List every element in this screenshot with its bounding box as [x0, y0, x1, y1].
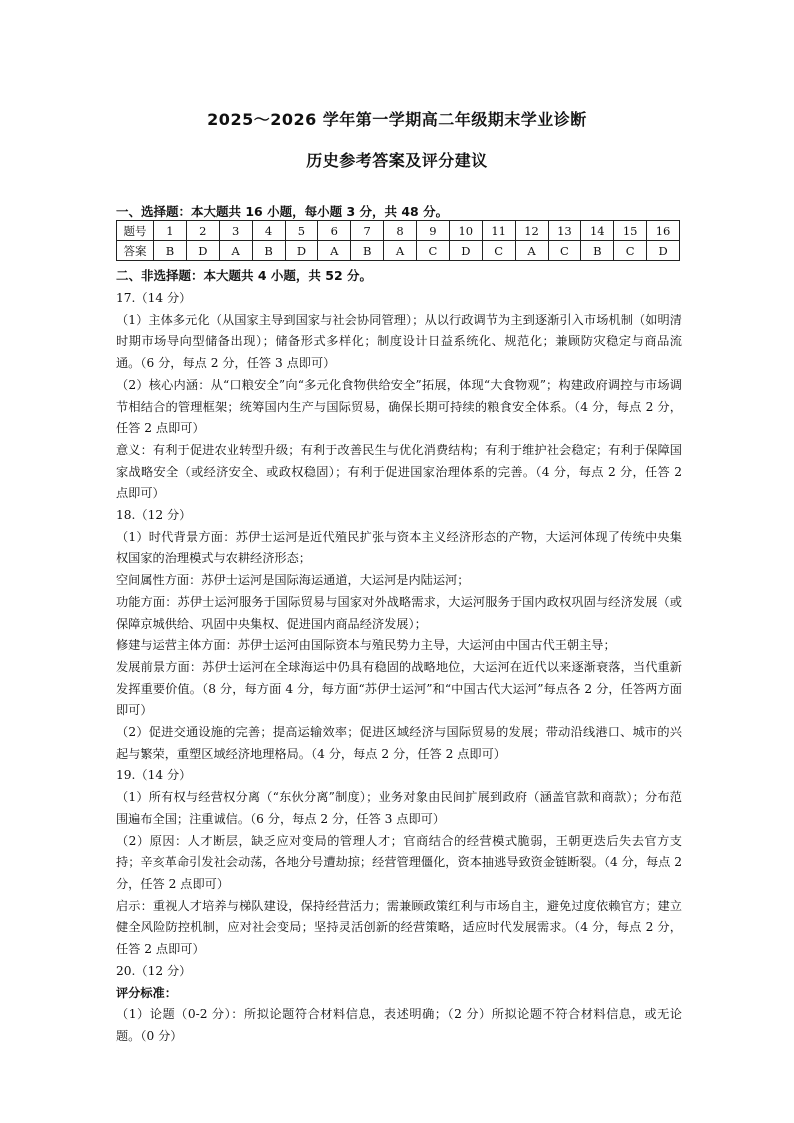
answer-cell: A — [515, 241, 548, 261]
answer-cell: D — [186, 241, 219, 261]
answer-cell: A — [219, 241, 252, 261]
question-number: 6 — [318, 221, 351, 241]
section-1-heading: 一、选择题：本大题共 16 小题，每小题 3 分，共 48 分。 — [116, 204, 449, 219]
answer-cell: C — [417, 241, 450, 261]
page-subtitle: 历史参考答案及评分建议 — [306, 151, 488, 170]
answer-cell: C — [482, 241, 515, 261]
q18-spatial: 空间属性方面：苏伊士运河是国际海运通道，大运河是内陆运河； — [116, 573, 470, 588]
question-number: 14 — [581, 221, 614, 241]
question-number: 2 — [186, 221, 219, 241]
question-number: 10 — [449, 221, 482, 241]
answer-cell: C — [548, 241, 581, 261]
q18-operator: 修建与运营主体方面：苏伊士运河由国际资本与殖民势力主导，大运河由中国古代王朝主导； — [116, 638, 616, 653]
answer-cell: A — [384, 241, 417, 261]
q19-part1: （1）所有权与经营权分离（“东伙分离”制度）；业务对象由民间扩展到政府（涵盖官款和商款）；分布范围遍布全国；注重诚信。（6 分，每点 2 分，任答 3 点即可） — [116, 790, 682, 826]
question-number: 9 — [417, 221, 450, 241]
question-row-label: 题号 — [117, 221, 154, 241]
question-number: 5 — [285, 221, 318, 241]
question-number: 13 — [548, 221, 581, 241]
question-number: 12 — [515, 221, 548, 241]
q19-part2: （2）原因：人才断层，缺乏应对变局的管理人才；官商结合的经营模式脆弱，王朝更迭后失去官方支持；辛亥革命引发社会动荡，各地分号遭劫掠；经营管理僵化，资本抽逃导致资金链断裂。（4 分，每点 2 分，任答 2 点即可） — [116, 833, 682, 891]
answer-cell: B — [252, 241, 285, 261]
question-number: 16 — [647, 221, 680, 241]
answer-cell: C — [614, 241, 647, 261]
question-number: 3 — [219, 221, 252, 241]
q18-background: （1）时代背景方面：苏伊士运河是近代殖民扩张与资本主义经济形态的产物，大运河体现了传统中央集权国家的治理模式与农耕经济形态； — [116, 529, 682, 566]
q18-prospect: 发展前景方面：苏伊士运河在全球海运中仍具有稳固的战略地位，大运河在近代以来逐渐衰落，当代重新发挥重要价值。（8 分，每方面 4 分，每方面“苏伊士运河”和“中国古代大运河”每点各 2 分，任答两方面即可） — [116, 659, 682, 718]
scoring-criteria: （1）论题（0-2 分）：所拟论题符合材料信息，表述明确；（2 分）所拟论题不符合材料信息，或无论题。（0 分） — [116, 1007, 682, 1043]
q17-significance: 意义：有利于促进农业转型升级；有利于改善民生与优化消费结构；有利于维护社会稳定；有利于保障国家战略安全（或经济安全、或政权稳固）；有利于促进国家治理体系的完善。（4 分，每点 2 分，任答 2 点即可） — [116, 442, 682, 501]
scoring-heading: 评分标准： — [116, 985, 177, 1000]
section-2-heading: 二、非选择题：本大题共 4 小题，共 52 分。 — [116, 268, 373, 283]
question-number: 7 — [351, 221, 384, 241]
question-19-heading: 19.（14 分） — [116, 768, 192, 783]
q17-part2: （2）核心内涵：从“口粮安全”向“多元化食物供给安全”拓展，体现“大食物观”；构建政府调控与市场调节相结合的管理框架；统筹国内生产与国际贸易，确保长期可持续的粮食安全体系。（4 分，每点 2 分，任答 2 点即可） — [116, 377, 682, 436]
answer-cell: D — [647, 241, 680, 261]
question-number: 11 — [482, 221, 515, 241]
question-number: 8 — [384, 221, 417, 241]
page-title: 2025～2026 学年第一学期高二年级期末学业诊断 — [207, 110, 587, 129]
question-number: 15 — [614, 221, 647, 241]
answer-cell: D — [449, 241, 482, 261]
q19-inspiration: 启示：重视人才培养与梯队建设，保持经营活力；需兼顾政策红利与市场自主，避免过度依赖官方；建立健全风险防控机制，应对社会变局；坚持灵活创新的经营策略，适应时代发展需求。（4 分，每点 2 分，任答 2 点即可） — [116, 898, 682, 957]
question-17-heading: 17.（14 分） — [116, 291, 192, 305]
question-20-heading: 20.（12 分） — [116, 963, 192, 978]
answer-row — [117, 241, 680, 261]
question-18-heading: 18.（12 分） — [116, 508, 192, 523]
q17-part1: （1）主体多元化（从国家主导到国家与社会协同管理）；从以行政调节为主到逐渐引入市场机制（如明清时期市场导向型储备出现）；储备形式多样化；制度设计日益系统化、规范化；兼顾防灾稳定与商品流通。（6 分，每点 2 分，任答 3 点即可） — [116, 312, 682, 371]
q18-function: 功能方面：苏伊士运河服务于国际贸易与国家对外战略需求，大运河服务于国内政权巩固与经济发展（或保障京城供给、巩固中央集权、促进国内商品经济发展）； — [116, 594, 682, 631]
answer-cell: B — [351, 241, 384, 261]
question-number: 4 — [252, 221, 285, 241]
answer-cell: A — [318, 241, 351, 261]
answer-cell: B — [154, 241, 187, 261]
answer-row-label: 答案 — [117, 241, 154, 261]
answer-table — [116, 220, 680, 261]
q18-part2: （2）促进交通设施的完善；提高运输效率；促进区域经济与国际贸易的发展；带动沿线港口、城市的兴起与繁荣，重塑区域经济地理格局。（4 分，每点 2 分，任答 2 点即可） — [116, 725, 682, 761]
answer-cell: D — [285, 241, 318, 261]
answer-body — [116, 288, 682, 1048]
answer-cell: B — [581, 241, 614, 261]
question-number-row — [117, 221, 680, 241]
question-number: 1 — [154, 221, 187, 241]
